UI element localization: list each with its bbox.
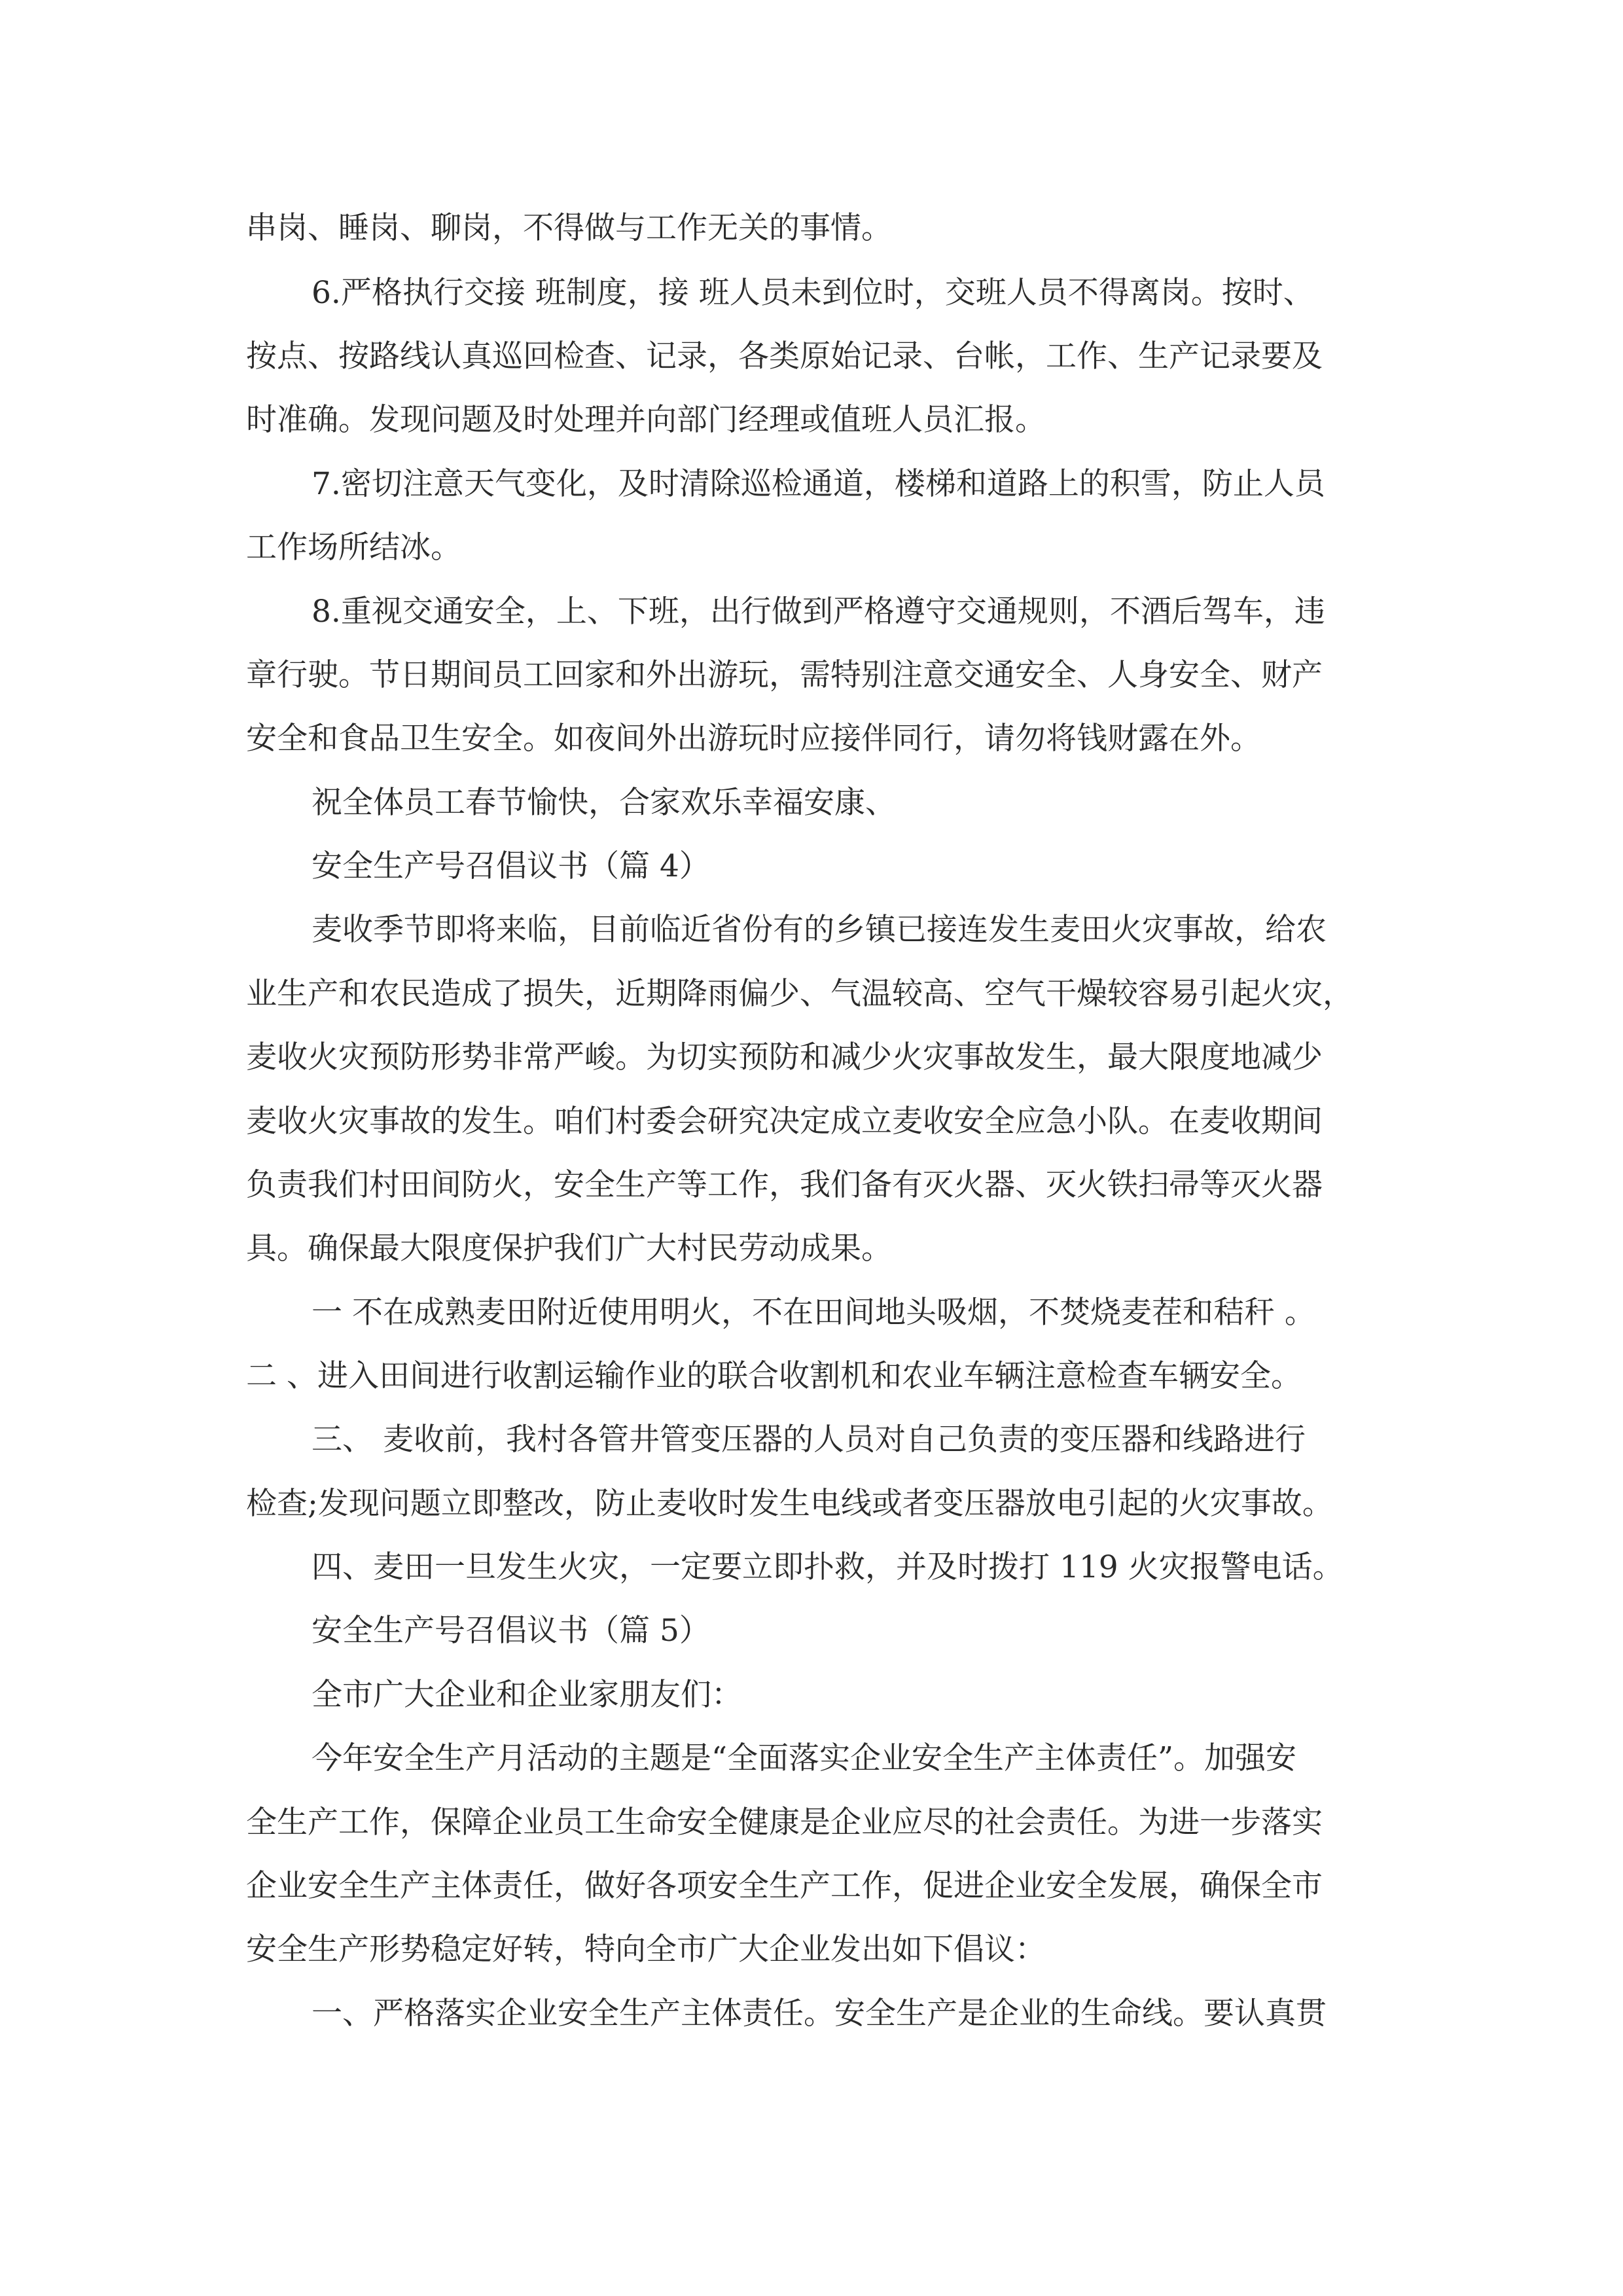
text-line: 四、麦田一旦发生火灾，一定要立即扑救，并及时拨打 119 火灾报警电话。 [312,1549,1344,1585]
section-heading: 安全生产号召倡议书（篇 5） [312,1613,710,1649]
text-line: 一 不在成熟麦田附近使用明火，不在田间地头吸烟，不焚烧麦茬和秸秆 。 [312,1295,1315,1331]
text-line: 全生产工作，保障企业员工生命安全健康是企业应尽的社会责任。为进一步落实 [246,1804,1323,1840]
text-line: 时准确。发现问题及时处理并向部门经理或值班人员汇报。 [246,402,1046,438]
text-line: 6.严格执行交接 班制度，接 班人员未到位时，交班人员不得离岗。按时、 [312,275,1314,311]
text-line: 串岗、睡岗、聊岗，不得做与工作无关的事情。 [246,210,892,246]
text-line: 一、严格落实企业安全生产主体责任。安全生产是企业的生命线。要认真贯 [312,1996,1327,2032]
text-line: 企业安全生产主体责任，做好各项安全生产工作，促进企业安全发展，确保全市 [246,1868,1323,1904]
text-line: 安全生产形势稳定好转，特向全市广大企业发出如下倡议： [246,1931,1046,1967]
text-line: 工作场所结冰。 [246,529,461,565]
text-line: 安全和食品卫生安全。如夜间外出游玩时应接伴同行，请勿将钱财露在外。 [246,721,1261,757]
text-line: 祝全体员工春节愉快，合家欢乐幸福安康、 [312,785,896,821]
text-line: 按点、按路线认真巡回检查、记录，各类原始记录、台帐，工作、生产记录要及 [246,338,1323,374]
text-line: 全市广大企业和企业家朋友们： [312,1677,742,1713]
text-line: 负责我们村田间防火，安全生产等工作，我们备有灭火器、灭火铁扫帚等灭火器 [246,1167,1323,1203]
text-line: 业生产和农民造成了损失，近期降雨偏少、气温较高、空气干燥较容易引起火灾， [246,976,1353,1012]
text-line: 麦收火灾预防形势非常严峻。为切实预防和减少火灾事故发生，最大限度地减少 [246,1039,1323,1075]
text-line: 具。确保最大限度保护我们广大村民劳动成果。 [246,1230,892,1266]
section-heading: 安全生产号召倡议书（篇 4） [312,848,710,884]
text-line: 检查;发现问题立即整改，防止麦收时发生电线或者变压器放电引起的火灾事故。 [246,1486,1333,1522]
text-line: 二 、进入田间进行收割运输作业的联合收割机和农业车辆注意检查车辆安全。 [246,1358,1302,1394]
text-line: 7.密切注意天气变化，及时清除巡检通道，楼梯和道路上的积雪，防止人员 [312,466,1325,502]
text-line: 麦收火灾事故的发生。咱们村委会研究决定成立麦收安全应急小队。在麦收期间 [246,1103,1323,1139]
text-line: 8.重视交通安全，上、下班，出行做到严格遵守交通规则，不酒后驾车，违 [312,594,1325,630]
text-line: 三、 麦收前，我村各管井管变压器的人员对自己负责的变压器和线路进行 [312,1422,1306,1458]
text-line: 今年安全生产月活动的主题是“全面落实企业安全生产主体责任”。加强安 [312,1740,1297,1776]
text-line: 章行驶。节日期间员工回家和外出游玩，需特别注意交通安全、人身安全、财产 [246,657,1323,693]
text-line: 麦收季节即将来临，目前临近省份有的乡镇已接连发生麦田火灾事故，给农 [312,912,1327,948]
